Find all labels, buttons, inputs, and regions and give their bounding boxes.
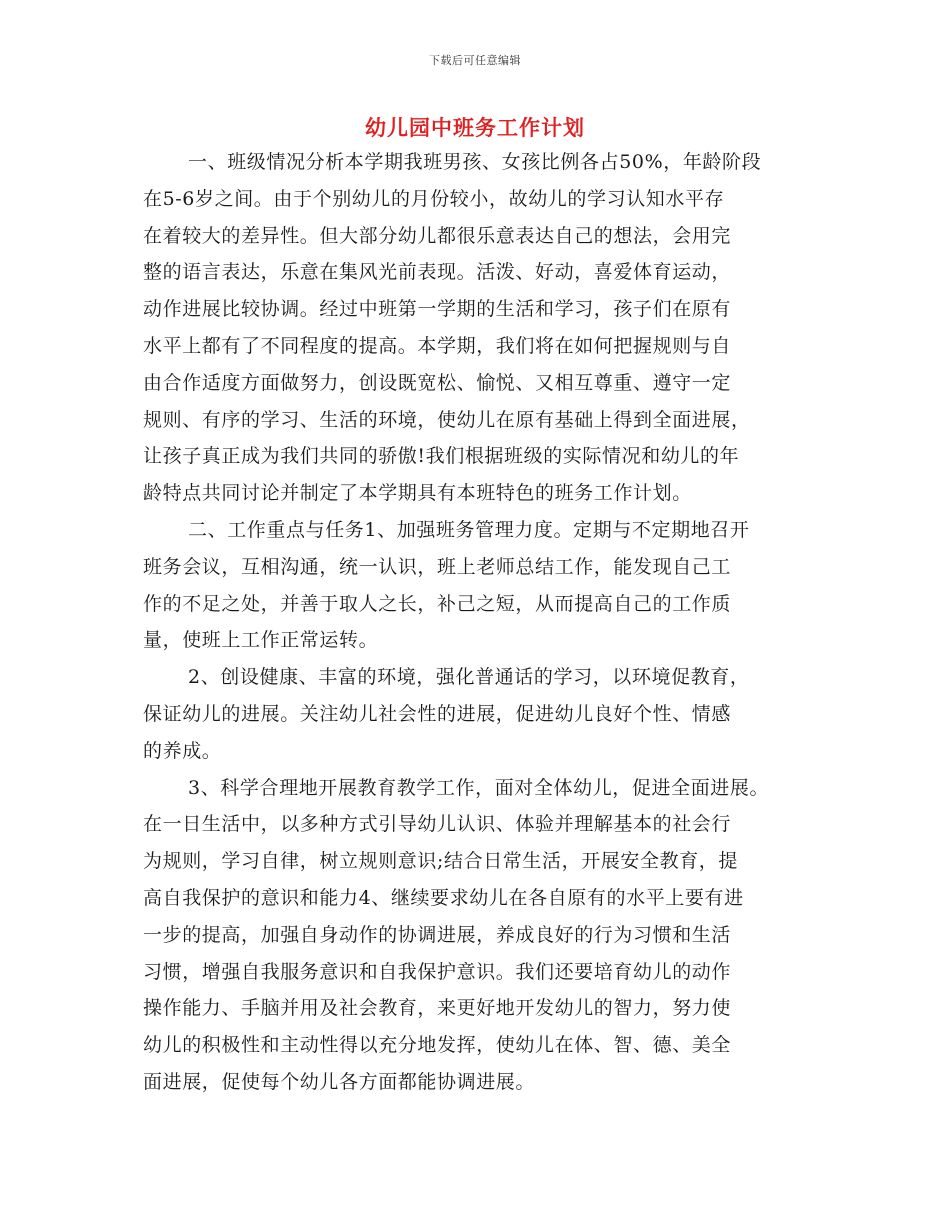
text-line: 一步的提高，加强自身动作的协调进展，养成良好的行为习惯和生活 <box>143 923 732 946</box>
text-line: 操作能力、手脑并用及社会教育，来更好地开发幼儿的智力，努力使 <box>143 997 732 1020</box>
text-line: 水平上都有了不同程度的提高。本学期，我们将在如何把握规则与自 <box>143 334 732 357</box>
text-line: 2、创设健康、丰富的环境，强化普通话的学习，以环境促教育， <box>188 666 750 689</box>
text-line: 班务会议，互相沟通，统一认识，班上老师总结工作，能发现自己工 <box>143 555 732 578</box>
text-line: 习惯，增强自我服务意识和自我保护意识。我们还要培育幼儿的动作 <box>143 960 732 983</box>
text-line: 量，使班上工作正常运转。 <box>143 629 379 652</box>
text-line: 一、班级情况分析本学期我班男孩、女孩比例各占50%，年龄阶段 <box>188 151 762 173</box>
text-line: 在5-6岁之间。由于个别幼儿的月份较小，故幼儿的学习认知水平存 <box>143 187 725 210</box>
text-line: 在着较大的差异性。但大部分幼儿都很乐意表达自己的想法，会用完 <box>143 224 732 247</box>
text-line: 二、工作重点与任务1、加强班务管理力度。定期与不定期地召开 <box>188 518 750 541</box>
text-line: 作的不足之处，并善于取人之长，补己之短，从而提高自己的工作质 <box>143 592 732 615</box>
text-line: 龄特点共同讨论并制定了本学期具有本班特色的班务工作计划。 <box>143 482 692 505</box>
page-header-note: 下载后可任意编辑 <box>429 54 521 67</box>
text-line: 动作进展比较协调。经过中班第一学期的生活和学习，孩子们在原有 <box>143 298 732 321</box>
text-line: 为规则，学习自律，树立规则意识;结合日常生活，开展安全教育，提 <box>143 850 739 873</box>
text-line: 规则、有序的学习、生活的环境，使幼儿在原有基础上得到全面进展， <box>143 408 751 431</box>
text-line: 由合作适度方面做努力，创设既宽松、愉悦、又相互尊重、遵守一定 <box>143 371 732 394</box>
document-title: 幼儿园中班务工作计划 <box>365 115 585 140</box>
text-line: 的养成。 <box>143 739 222 762</box>
text-line: 整的语言表达，乐意在集风光前表现。活泼、好动，喜爱体育运动， <box>143 261 732 284</box>
text-line: 面进展，促使每个幼儿各方面都能协调进展。 <box>143 1070 536 1093</box>
text-line: 3、科学合理地开展教育教学工作，面对全体幼儿，促进全面进展。 <box>188 776 770 799</box>
text-line: 保证幼儿的进展。关注幼儿社会性的进展，促进幼儿良好个性、情感 <box>143 702 732 725</box>
document-body <box>143 144 823 1101</box>
text-line: 高自我保护的意识和能力4、继续要求幼儿在各自原有的水平上要有进 <box>143 886 744 909</box>
text-line: 幼儿的积极性和主动性得以充分地发挥，使幼儿在体、智、德、美全 <box>143 1034 732 1057</box>
text-line: 在一日生活中，以多种方式引导幼儿认识、体验并理解基本的社会行 <box>143 813 732 836</box>
text-line: 让孩子真正成为我们共同的骄傲!我们根据班级的实际情况和幼儿的年 <box>143 445 740 468</box>
